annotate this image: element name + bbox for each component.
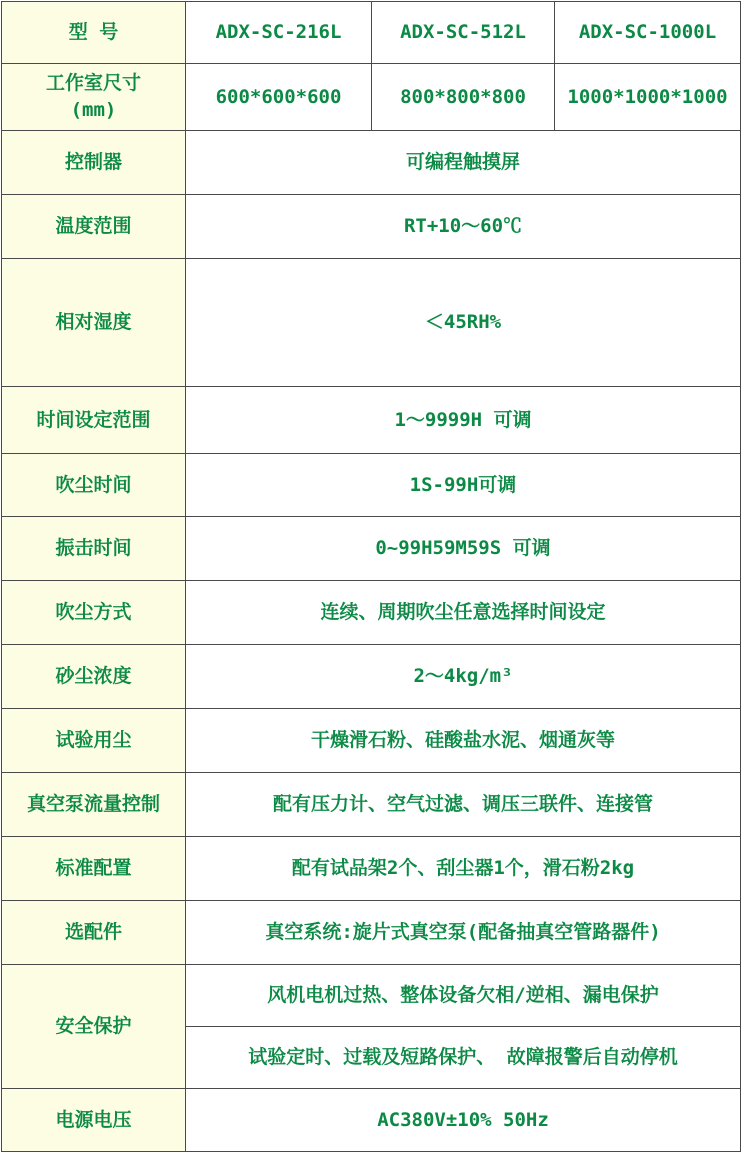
label-optional-parts: 选配件 (2, 901, 186, 965)
label-vibration-time: 振击时间 (2, 517, 186, 581)
row-blow-time (2, 454, 741, 517)
label-power: 电源电压 (2, 1089, 186, 1152)
row-standard-config (2, 837, 741, 901)
row-temperature (2, 195, 741, 259)
label-time-setting: 时间设定范围 (2, 387, 186, 454)
model-216l: ADX-SC-216L (186, 2, 372, 64)
value-standard-config: 配有试品架2个、刮尘器1个，滑石粉2kg (186, 837, 741, 901)
label-standard-config: 标准配置 (2, 837, 186, 901)
row-chamber-size (2, 64, 741, 131)
label-safety: 安全保护 (2, 965, 186, 1089)
value-controller: 可编程触摸屏 (186, 131, 741, 195)
value-power: AC380V±10% 50Hz (186, 1089, 741, 1152)
row-dust-concentration (2, 645, 741, 709)
row-model (2, 2, 741, 64)
spec-table (1, 1, 741, 1152)
row-test-dust (2, 709, 741, 773)
value-blow-mode: 连续、周期吹尘任意选择时间设定 (186, 581, 741, 645)
row-time-setting (2, 387, 741, 454)
row-controller (2, 131, 741, 195)
label-chamber-size-line2: (mm) (70, 99, 117, 121)
model-1000l: ADX-SC-1000L (555, 2, 741, 64)
value-time-setting: 1～9999H 可调 (186, 387, 741, 454)
label-blow-mode: 吹尘方式 (2, 581, 186, 645)
label-humidity: 相对湿度 (2, 259, 186, 387)
row-vibration-time (2, 517, 741, 581)
value-blow-time: 1S-99H可调 (186, 454, 741, 517)
label-test-dust: 试验用尘 (2, 709, 186, 773)
row-safety-1 (2, 965, 741, 1027)
label-chamber-size (2, 64, 186, 131)
label-blow-time: 吹尘时间 (2, 454, 186, 517)
label-dust-concentration: 砂尘浓度 (2, 645, 186, 709)
size-1000l: 1000*1000*1000 (555, 64, 741, 131)
row-optional-parts (2, 901, 741, 965)
row-vacuum-pump (2, 773, 741, 837)
value-dust-concentration: 2～4kg/m³ (186, 645, 741, 709)
row-blow-mode (2, 581, 741, 645)
value-safety-line2: 试验定时、过载及短路保护、 故障报警后自动停机 (186, 1027, 741, 1089)
row-humidity (2, 259, 741, 387)
value-vacuum-pump: 配有压力计、空气过滤、调压三联件、连接管 (186, 773, 741, 837)
value-temperature: RT+10～60℃ (186, 195, 741, 259)
label-controller: 控制器 (2, 131, 186, 195)
label-chamber-size-line1: 工作室尺寸 (45, 72, 141, 94)
value-vibration-time: 0~99H59M59S 可调 (186, 517, 741, 581)
label-temperature: 温度范围 (2, 195, 186, 259)
value-optional-parts: 真空系统:旋片式真空泵(配备抽真空管路器件) (186, 901, 741, 965)
label-model: 型 号 (2, 2, 186, 64)
row-power (2, 1089, 741, 1152)
value-humidity: ＜45RH% (186, 259, 741, 387)
model-512l: ADX-SC-512L (372, 2, 555, 64)
size-216l: 600*600*600 (186, 64, 372, 131)
label-vacuum-pump: 真空泵流量控制 (2, 773, 186, 837)
value-test-dust: 干燥滑石粉、硅酸盐水泥、烟通灰等 (186, 709, 741, 773)
size-512l: 800*800*800 (372, 64, 555, 131)
value-safety-line1: 风机电机过热、整体设备欠相/逆相、漏电保护 (186, 965, 741, 1027)
